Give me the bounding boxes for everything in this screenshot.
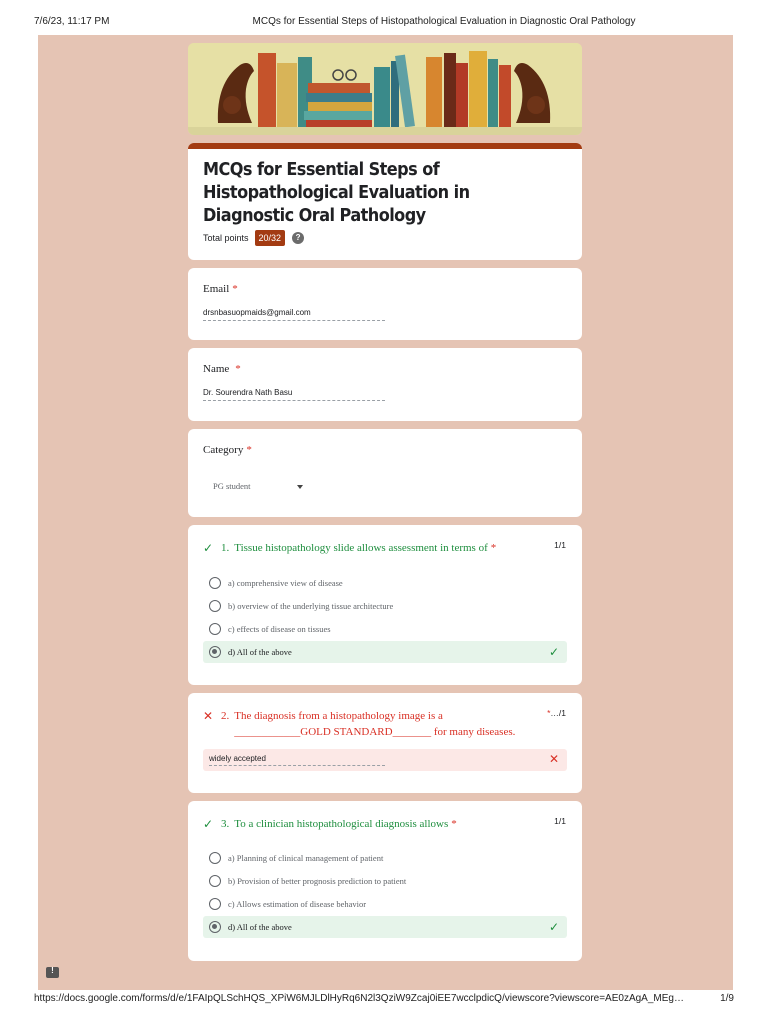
form-title: MCQs for Essential Steps of Histopathological Evaluation in Diagnostic Oral Pathology: [203, 160, 470, 226]
name-card: [188, 348, 582, 421]
email-label-text: Email: [203, 283, 230, 295]
name-label-text: Name: [203, 363, 230, 375]
question-2-number: 2.: [221, 710, 230, 722]
question-1-number: 1.: [221, 542, 230, 554]
question-2-header: [203, 708, 563, 740]
option-label: c) Allows estimation of disease behavior: [228, 899, 367, 909]
radio-icon: [209, 600, 221, 612]
question-1-option-d[interactable]: [203, 641, 567, 663]
option-label: c) effects of disease on tissues: [228, 624, 331, 634]
required-marker: *: [490, 542, 497, 554]
category-label: [203, 444, 252, 456]
option-label: a) Planning of clinical management of patient: [228, 853, 384, 863]
question-1-option-a[interactable]: [203, 572, 567, 594]
question-3-text: [234, 816, 457, 832]
name-value: Dr. Sourendra Nath Basu: [203, 388, 385, 401]
bookshelf-illustration: [188, 43, 582, 135]
required-marker: *: [246, 444, 252, 456]
help-icon[interactable]: ?: [292, 232, 304, 244]
question-3-option-c[interactable]: [203, 893, 567, 915]
question-3-option-d[interactable]: [203, 916, 567, 938]
print-header: [0, 16, 768, 30]
email-card: [188, 268, 582, 340]
question-1-option-b[interactable]: [203, 595, 567, 617]
print-datetime: 7/6/23, 11:17 PM: [34, 16, 110, 27]
radio-selected-icon: [209, 646, 221, 658]
dropdown-arrow-icon: [297, 485, 303, 489]
question-3-score: 1/1: [554, 816, 566, 826]
question-3-option-b[interactable]: [203, 870, 567, 892]
question-3-header: [203, 816, 563, 832]
category-label-text: Category: [203, 444, 244, 456]
radio-icon: [209, 875, 221, 887]
radio-icon: [209, 623, 221, 635]
required-marker: *: [451, 818, 457, 830]
option-label: d) All of the above: [228, 922, 292, 932]
question-2-score-value: …/1: [550, 708, 566, 718]
print-title: MCQs for Essential Steps of Histopathological Evaluation in Diagnostic Oral Pathology: [252, 16, 636, 27]
option-label: b) Provision of better prognosis prediction to patient: [228, 876, 407, 886]
name-label: [203, 363, 241, 375]
print-url: https://docs.google.com/forms/d/e/1FAIpQLSchHQS_XPiW6MJLDlHyRq6N2l3QziW9Zcaj0iEE7wcclpdicQ/viewscore?viewscore=AE0zAgA_MEg…: [34, 993, 684, 1004]
form-title-card: [188, 143, 582, 260]
total-points-label: Total points: [203, 233, 249, 243]
question-2-text: The diagnosis from a histopathology image is a ____________GOLD STANDARD_______ for many diseases.: [234, 710, 516, 738]
radio-selected-icon: [209, 921, 221, 933]
option-label: b) overview of the underlying tissue architecture: [228, 601, 394, 611]
question-3-number: 3.: [221, 818, 230, 830]
total-points-badge: 20/32: [255, 230, 286, 246]
question-3-option-a[interactable]: [203, 847, 567, 869]
question-1-header: [203, 540, 563, 556]
question-1-text-content: Tissue histopathology slide allows assessment in terms of: [234, 542, 488, 554]
required-marker: *: [547, 708, 551, 718]
required-marker: *: [232, 283, 238, 295]
question-card-3: [188, 801, 582, 961]
print-page-number: 1/9: [720, 993, 734, 1004]
question-1-text: [234, 540, 496, 556]
email-value: drsnbasuopmaids@gmail.com: [203, 308, 385, 321]
question-2-score: [547, 708, 566, 718]
question-card-2: [188, 693, 582, 793]
radio-icon: [209, 577, 221, 589]
category-select[interactable]: [213, 481, 303, 495]
header-banner-image: [188, 43, 582, 135]
question-3-text-content: To a clinician histopathological diagnosis allows: [234, 818, 449, 830]
check-icon: ✓: [203, 541, 214, 555]
radio-icon: [209, 898, 221, 910]
check-icon: ✓: [203, 817, 214, 831]
feedback-icon[interactable]: [46, 967, 59, 978]
category-card: [188, 429, 582, 517]
option-label: d) All of the above: [228, 647, 292, 657]
print-footer: [0, 993, 768, 1007]
email-label: [203, 283, 238, 295]
radio-icon: [209, 852, 221, 864]
question-card-1: [188, 525, 582, 685]
required-marker: *: [235, 363, 241, 375]
question-2-answer-text: widely accepted: [209, 754, 385, 766]
check-icon: ✓: [548, 920, 559, 934]
option-label: a) comprehensive view of disease: [228, 578, 343, 588]
check-icon: ✓: [548, 645, 559, 659]
question-1-score: 1/1: [554, 540, 566, 550]
question-2-answer: [203, 749, 567, 771]
question-1-option-c[interactable]: [203, 618, 567, 640]
total-points-row: [203, 229, 304, 247]
cross-icon: ✕: [548, 752, 559, 766]
category-selected-value: PG student: [213, 481, 251, 491]
cross-icon: ✕: [203, 709, 214, 723]
